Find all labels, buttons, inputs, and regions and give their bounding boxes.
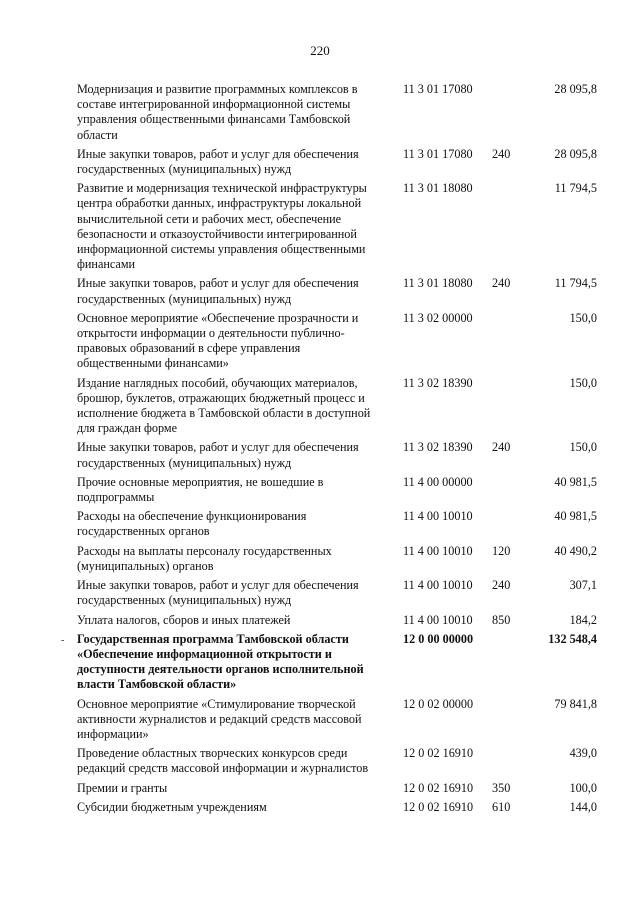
row-expense-type: 350 <box>492 780 511 795</box>
row-name: Иные закупки товаров, работ и услуг для обеспечения государственных (муниципальных) нужд <box>77 440 359 470</box>
table-row <box>77 578 597 608</box>
row-expense-type: 610 <box>492 799 511 814</box>
row-name: Уплата налогов, сборов и иных платежей <box>77 612 291 627</box>
row-name: Прочие основные мероприятия, не вошедшие в подпрограммы <box>77 474 324 505</box>
row-expense-type: 120 <box>492 543 511 558</box>
table-row <box>77 800 597 815</box>
row-amount: 150,0 <box>569 375 597 390</box>
table-row <box>77 613 597 628</box>
row-name: Иные закупки товаров, работ и услуг для обеспечения государственных (муниципальных) нужд <box>77 276 359 306</box>
table-row <box>77 509 597 539</box>
row-code: 11 3 01 17080 <box>403 82 473 96</box>
row-amount: 150,0 <box>569 440 597 455</box>
row-name: Премии и гранты <box>77 780 168 795</box>
table-row <box>77 440 597 470</box>
row-name: Иные закупки товаров, работ и услуг для обеспечения государственных (муниципальных) нужд <box>77 578 359 608</box>
table-row <box>77 276 597 306</box>
table-row <box>77 376 597 437</box>
table-row <box>77 697 597 743</box>
row-code: 11 3 01 18080 <box>403 276 473 291</box>
row-amount: 28 095,8 <box>554 82 597 96</box>
row-name: Расходы на обеспечение функционирования государственных органов <box>77 509 307 539</box>
row-amount: 307,1 <box>569 578 597 593</box>
row-code: 11 3 01 17080 <box>403 146 473 161</box>
table-row <box>77 632 597 693</box>
row-amount: 40 490,2 <box>554 543 597 558</box>
row-code: 11 3 02 18390 <box>403 375 473 390</box>
budget-table <box>77 82 597 819</box>
row-code: 11 4 00 10010 <box>403 578 473 593</box>
row-code: 11 3 02 18390 <box>403 440 473 455</box>
row-name: Основное мероприятие «Обеспечение прозрачности и открытости информации о деятельности публично-правовых образований в сфере управления общественными финансами» <box>77 310 359 371</box>
row-name: Основное мероприятие «Стимулирование творческой активности журналистов и редакций средств массовой информации» <box>77 696 362 741</box>
table-row <box>77 781 597 796</box>
row-amount: 40 981,5 <box>554 474 597 489</box>
table-row <box>77 147 597 177</box>
row-code: 11 3 01 18080 <box>403 181 473 196</box>
row-name: Государственная программа Тамбовской области «Обеспечение информационной открытости и доступности деятельности органов исполнительной власти Тамбовской области» <box>77 631 364 692</box>
row-amount: 150,0 <box>569 310 597 325</box>
row-amount: 100,0 <box>569 780 597 795</box>
row-amount: 132 548,4 <box>548 631 597 646</box>
row-amount: 79 841,8 <box>554 696 597 711</box>
row-name: Модернизация и развитие программных комплексов в составе интегрированной информационной системы управления общественными финансами Тамбовской области <box>77 82 358 142</box>
row-code: 11 4 00 00000 <box>403 474 473 489</box>
row-code: 11 4 00 10010 <box>403 612 473 627</box>
row-expense-type: 850 <box>492 612 511 627</box>
table-row <box>77 181 597 272</box>
table-row <box>77 544 597 574</box>
row-expense-type: 240 <box>492 440 511 455</box>
table-row <box>77 311 597 372</box>
row-expense-type: 240 <box>492 146 511 161</box>
row-amount: 144,0 <box>569 799 597 814</box>
table-row <box>77 746 597 776</box>
row-name: Расходы на выплаты персоналу государственных (муниципальных) органов <box>77 543 332 573</box>
row-name: Иные закупки товаров, работ и услуг для обеспечения государственных (муниципальных) нужд <box>77 146 359 177</box>
row-name: Субсидии бюджетным учреждениям <box>77 799 267 814</box>
table-row <box>77 82 597 143</box>
row-expense-type: 240 <box>492 276 511 291</box>
row-name: Развитие и модернизация технической инфраструктуры центра обработки данных, инфраструктуры локальной вычислительной сети и рабочих мест, обеспечение безопасности и отказоустойчивости интегрированной информационной системы управления общественными финансами <box>77 181 367 272</box>
row-amount: 439,0 <box>569 746 597 761</box>
row-code: 12 0 02 00000 <box>403 696 474 711</box>
row-code: 12 0 02 16910 <box>403 799 474 814</box>
row-code: 11 3 02 00000 <box>403 310 473 325</box>
row-name: Издание наглядных пособий, обучающих материалов, брошюр, буклетов, отражающих бюджетный процесс и исполнение бюджета в Тамбовской области в доступной для граждан форме <box>77 375 371 436</box>
row-code: 11 4 00 10010 <box>403 543 473 558</box>
row-code: 12 0 02 16910 <box>403 780 474 795</box>
row-amount: 184,2 <box>569 612 597 627</box>
row-expense-type: 240 <box>492 578 511 593</box>
row-amount: 11 794,5 <box>554 276 597 291</box>
row-name: Проведение областных творческих конкурсов среди редакций средств массовой информации и журналистов <box>77 746 369 776</box>
table-row <box>77 475 597 505</box>
margin-mark: - <box>61 635 65 646</box>
row-code: 12 0 02 16910 <box>403 746 474 761</box>
row-amount: 40 981,5 <box>554 509 597 524</box>
row-amount: 28 095,8 <box>554 146 597 161</box>
row-code: 12 0 00 00000 <box>403 631 474 646</box>
page-number: 220 <box>310 43 330 58</box>
row-amount: 11 794,5 <box>554 181 597 196</box>
row-code: 11 4 00 10010 <box>403 509 473 524</box>
